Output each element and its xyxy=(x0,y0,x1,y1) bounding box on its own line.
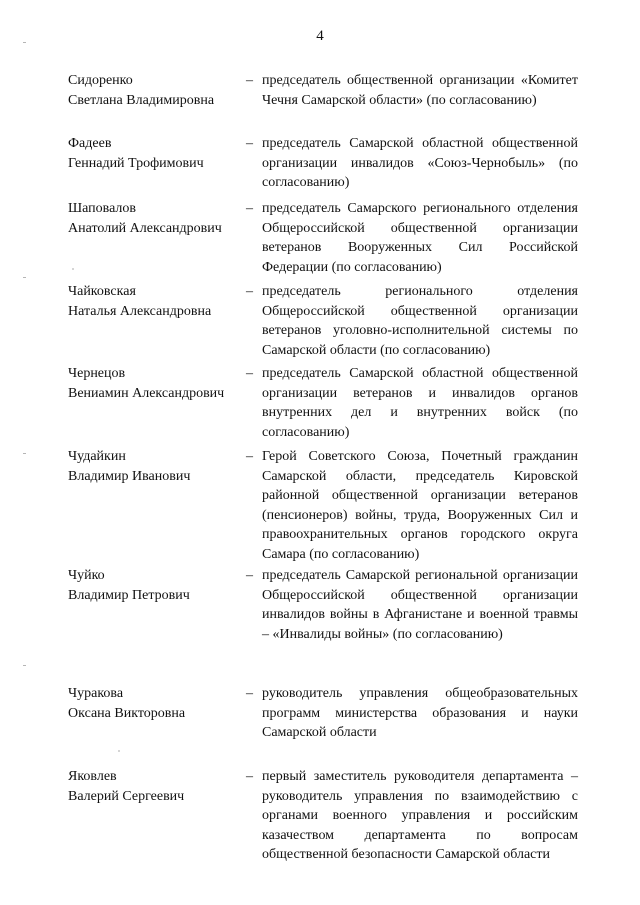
member-surname: Сидоренко xyxy=(68,73,133,88)
entry-dash: – xyxy=(246,284,253,299)
member-name xyxy=(68,364,248,403)
member-surname: Чуракова xyxy=(68,686,124,701)
member-entry xyxy=(0,767,640,887)
member-surname: Чуйко xyxy=(68,568,105,583)
member-given-names: Наталья Александровна xyxy=(68,303,212,319)
member-given-names: Оксана Викторовна xyxy=(68,705,186,721)
margin-mark xyxy=(23,42,26,43)
member-entry xyxy=(0,447,640,567)
member-position: Герой Советского Союза, Почетный гражданин Самарской области, председатель Кировской районной общественной организации ветеранов (пенсионеров) войны, труда, Вооруженных Сил и правоохранительных органов городского округа Самара (по согласованию) xyxy=(262,449,578,562)
member-given-names: Владимир Иванович xyxy=(68,468,191,484)
entry-dash: – xyxy=(246,449,253,464)
member-position: первый заместитель руководителя департамента – руководитель управления по взаимодействию с органами военного управления и российским казачеством департамента по вопросам общественной безопасности Самарской области xyxy=(262,769,578,862)
member-name xyxy=(68,684,248,723)
member-surname: Чудайкин xyxy=(68,449,126,464)
member-surname: Чайковская xyxy=(68,284,136,299)
member-given-names: Геннадий Трофимович xyxy=(68,155,204,171)
entry-dash: – xyxy=(246,769,253,784)
member-name xyxy=(68,566,248,605)
member-surname: Шаповалов xyxy=(68,201,137,216)
entry-dash: – xyxy=(246,73,253,88)
member-name xyxy=(68,134,248,173)
member-name xyxy=(68,767,248,806)
member-position: председатель общественной организации «Комитет Чечня Самарской области» (по согласованию) xyxy=(262,73,578,108)
entry-dash: – xyxy=(246,136,253,151)
member-given-names: Владимир Петрович xyxy=(68,587,190,603)
member-given-names: Анатолий Александрович xyxy=(68,220,222,236)
entry-dash: – xyxy=(246,201,253,216)
member-surname: Яковлев xyxy=(68,769,117,784)
member-name xyxy=(68,71,248,110)
entry-dash: – xyxy=(246,568,253,583)
member-surname: Чернецов xyxy=(68,366,126,381)
member-given-names: Вениамин Александрович xyxy=(68,385,225,401)
member-surname: Фадеев xyxy=(68,136,112,151)
member-position: руководитель управления общеобразовательных программ министерства образования и науки Самарской области xyxy=(262,686,578,740)
member-position: председатель регионального отделения Общероссийской общественной организации ветеранов уголовно-исполнительной системы по Самарской области (по согласованию) xyxy=(262,284,578,358)
member-name xyxy=(68,282,248,321)
member-position: председатель Самарского регионального отделения Общероссийской общественной организации ветеранов Вооруженных Сил Российской Федерации (по согласованию) xyxy=(262,201,578,275)
member-name xyxy=(68,447,248,486)
member-name xyxy=(68,199,248,238)
member-given-names: Валерий Сергеевич xyxy=(68,788,185,804)
entry-dash: – xyxy=(246,366,253,381)
member-given-names: Светлана Владимировна xyxy=(68,92,215,108)
entry-dash: – xyxy=(246,686,253,701)
member-position: председатель Самарской областной общественной организации ветеранов и инвалидов органов внутренних дел и внутренних войск (по согласованию) xyxy=(262,366,578,440)
member-entry xyxy=(0,566,640,686)
page-number: 4 xyxy=(316,28,324,44)
member-position: председатель Самарской региональной организации Общероссийской общественной организации инвалидов войны в Афганистане и военной травмы – «Инвалиды войны» (по согласованию) xyxy=(262,568,578,642)
member-position: председатель Самарской областной общественной организации инвалидов «Союз-Чернобыль» (по согласованию) xyxy=(262,136,578,190)
